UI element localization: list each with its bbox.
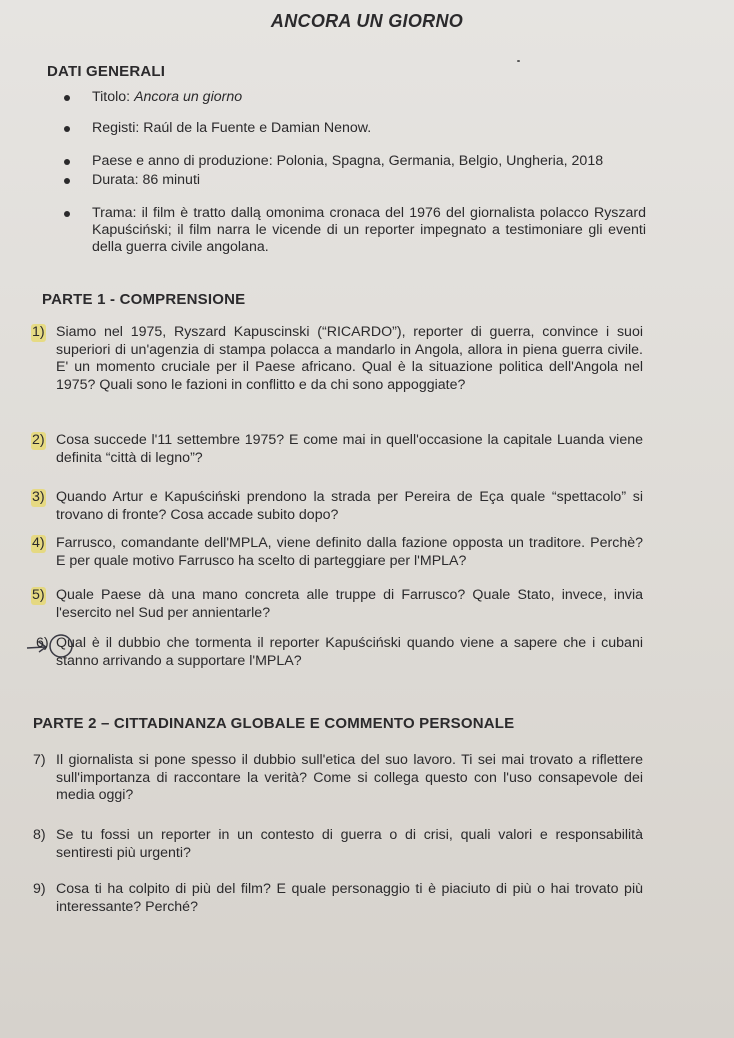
question-number: 1) xyxy=(32,324,45,340)
item-value: il film è tratto dallą omonima cronaca del 1976 del giornalista polacco Ryszard Kapuściński; il film narra le vicende di un reporter impegnato a testimoniare gli eventi della guerra civile angolana. xyxy=(92,205,646,255)
item-value: Raúl de la Fuente e Damian Nenow. xyxy=(143,120,372,136)
question-number: 9) xyxy=(33,881,46,897)
question-4 xyxy=(33,535,643,570)
question-text: Cosa ti ha colpito di più del film? E quale personaggio ti è piaciuto di più o hai trovato più interessante? Perché? xyxy=(56,881,643,915)
document-title: ANCORA UN GIORNO xyxy=(270,11,464,31)
question-text: Il giornalista si pone spesso il dubbio sull'etica del suo lavoro. Ti sei mai trovato a riflettere sull'importanza di raccontare la verità? Come si collega questo con l'uso consapevole dei media oggi? xyxy=(56,752,643,803)
item-value: Polonia, Spagna, Germania, Belgio, Ungheria, 2018 xyxy=(276,153,604,169)
item-label: Durata: xyxy=(92,172,143,188)
question-number: 7) xyxy=(33,752,46,768)
general-item-country-year xyxy=(66,153,646,170)
item-value: 86 minuti xyxy=(142,172,201,188)
question-text: Farrusco, comandante dell'MPLA, viene definito dalla fazione opposta un traditore. Perchè? E per quale motivo Farrusco ha scelto di parteggiare per l'MPLA? xyxy=(56,535,643,569)
bullet-icon xyxy=(64,178,70,184)
item-value: Ancora un giorno xyxy=(134,89,243,105)
part1-heading: PARTE 1 - COMPRENSIONE xyxy=(42,291,246,308)
general-data-heading: DATI GENERALI xyxy=(47,63,166,80)
general-item-directors xyxy=(66,120,646,137)
bullet-icon xyxy=(64,159,70,165)
question-number: 8) xyxy=(33,827,46,843)
bullet-icon xyxy=(64,95,70,101)
question-text: Quando Artur e Kapuściński prendono la strada per Pereira de Eça quale “spettacolo” si trovano di fronte? Cosa accade subito dopo? xyxy=(56,489,643,523)
question-7 xyxy=(33,752,643,805)
question-number: 4) xyxy=(32,535,45,551)
part2-heading: PARTE 2 – CITTADINANZA GLOBALE E COMMENTO PERSONALE xyxy=(33,715,515,732)
item-label: Titolo: xyxy=(92,89,135,105)
general-item-plot xyxy=(66,205,646,256)
bullet-icon xyxy=(64,211,70,217)
question-text: Quale Paese dà una mano concreta alle truppe di Farrusco? Quale Stato, invece, invia l'esercito nel Sud per annientarle? xyxy=(56,587,643,621)
item-label: Trama: xyxy=(92,205,142,221)
question-5 xyxy=(33,587,643,622)
question-text: Qual è il dubbio che tormenta il reporter Kapuściński quando viene a sapere che i cubani stanno arrivando a supportare l'MPLA? xyxy=(56,635,643,669)
question-text: Siamo nel 1975, Ryszard Kapuscinski (“RICARDO”), reporter di guerra, convince i suoi superiori di un'agenzia di stampa polacca a mandarlo in Angola, allora in piena guerra civile. E' un momento cruciale per il Paese africano. Qual è la situazione politica dell'Angola nel 1975? Quali sono le fazioni in conflitto e da chi sono appoggiate? xyxy=(56,324,643,393)
ink-speck xyxy=(517,60,520,62)
question-text: Se tu fossi un reporter in un contesto di guerra o di crisi, quali valori e responsabilità sentiresti più urgenti? xyxy=(56,827,643,861)
item-label: Paese e anno di produzione: xyxy=(92,153,277,169)
question-text: Cosa succede l'11 settembre 1975? E come mai in quell'occasione la capitale Luanda viene definita “città di legno”? xyxy=(56,432,643,466)
item-label: Registi: xyxy=(92,120,144,136)
question-3 xyxy=(33,489,643,524)
general-item-duration xyxy=(66,172,646,189)
question-2 xyxy=(33,432,643,467)
question-number: 2) xyxy=(32,432,45,448)
question-1 xyxy=(33,324,643,394)
question-number: 5) xyxy=(32,587,45,603)
question-8 xyxy=(33,827,643,862)
general-item-title xyxy=(66,89,646,106)
question-number: 3) xyxy=(32,489,45,505)
bullet-icon xyxy=(64,126,70,132)
question-6 xyxy=(33,635,643,670)
question-9 xyxy=(33,881,643,916)
question-number: 6) xyxy=(36,635,49,651)
